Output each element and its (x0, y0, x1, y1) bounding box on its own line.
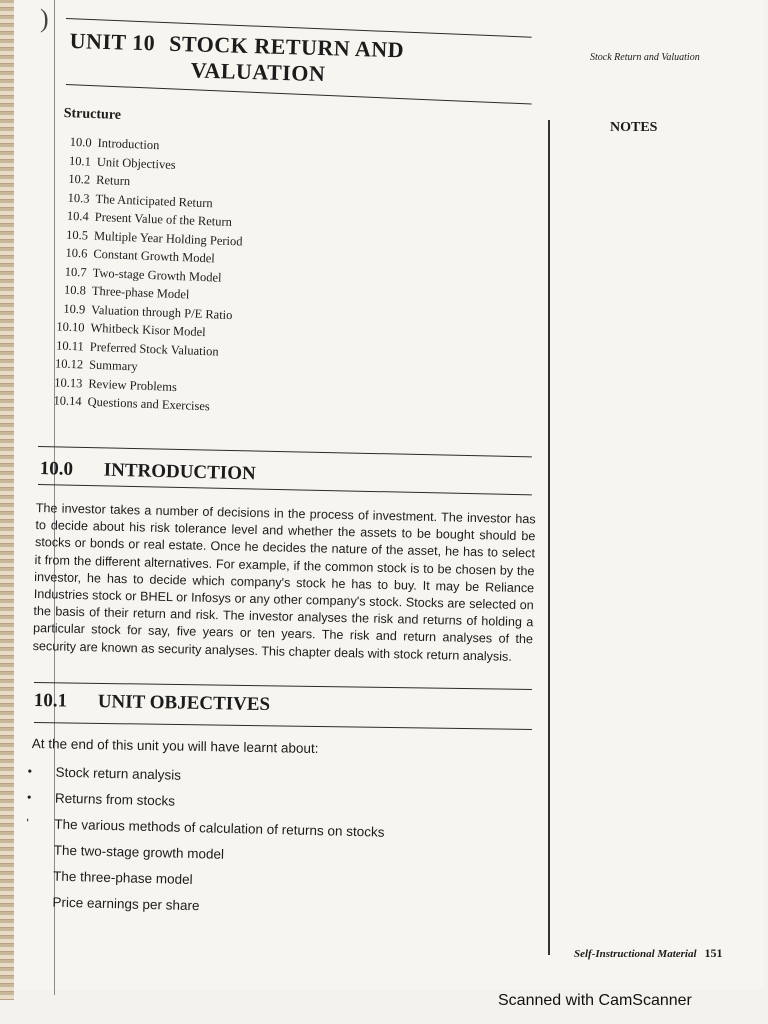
objectives-section-title: UNIT OBJECTIVES (97, 691, 271, 716)
page-footer (574, 946, 723, 961)
objective-text: The various methods of calculation of returns on stocks (54, 816, 385, 840)
structure-item-label: Questions and Exercises (87, 394, 211, 414)
structure-item-number: 10.8 (63, 282, 87, 298)
structure-item-label: Summary (88, 357, 138, 374)
structure-item-label: Two-stage Growth Model (92, 265, 222, 285)
structure-item-number: 10.5 (65, 227, 89, 243)
bullet-icon (26, 849, 54, 850)
objective-text: The three-phase model (52, 868, 193, 887)
footer-label: Self-Instructional Material (574, 948, 697, 960)
structure-item-number: 10.13 (54, 374, 83, 390)
bullet-icon: • (26, 789, 32, 805)
structure-item-number: 10.4 (66, 208, 90, 224)
structure-item-label: Three-phase Model (91, 283, 190, 302)
structure-item-label: Multiple Year Holding Period (93, 228, 243, 248)
structure-item-number: 10.14 (53, 393, 82, 409)
structure-item-label: Whitbeck Kisor Model (90, 320, 206, 340)
objective-text: Price earnings per share (52, 894, 200, 913)
intro-section-title: INTRODUCTION (103, 459, 256, 485)
structure-item-label: The Anticipated Return (95, 191, 213, 210)
structure-list (39, 132, 309, 419)
structure-item-label: Preferred Stock Valuation (89, 339, 219, 359)
objective-text: Returns from stocks (54, 790, 176, 809)
bullet-icon (25, 875, 53, 876)
bullet-icon (25, 901, 53, 902)
objective-text: Stock return analysis (55, 764, 182, 783)
intro-paragraph: The investor takes a number of decisions in the process of investment. The investor has to decide about his risk tolerance level and whether the assets to be bought should be stocks or bonds or real estate. Once he decides the nature of the asset, he has to select it from the different alternatives. For example, if the common stock is to be chosen by the investor, he has to decide which company's stock he has to buy. It may be Reliance Industries stock or BHEL or Infosys or any other company's stock. Stocks are selected on the basis of their return and risk. The investor analyses the risk and returns of holding a particular stock for say, five years or ten years. The risk and return analyses of the security are known as security analyses. This chapter deals with stock return analysis. (32, 500, 536, 664)
bullet-icon: • (27, 763, 33, 779)
structure-item-label: Return (95, 172, 131, 189)
structure-item-label: Constant Growth Model (93, 246, 216, 266)
structure-item-number: 10.3 (67, 190, 90, 206)
objective-text: The two-stage growth model (53, 842, 225, 862)
page-number: 151 (704, 946, 723, 960)
structure-item-number: 10.0 (69, 134, 92, 150)
page-binding-edge (0, 0, 14, 1000)
structure-item-number: 10.11 (55, 337, 85, 353)
notes-label: NOTES (610, 120, 658, 135)
structure-item-label: Unit Objectives (96, 154, 176, 172)
structure-item-number: 10.2 (68, 171, 91, 187)
structure-item-label: Review Problems (88, 376, 178, 394)
structure-heading: Structure (63, 106, 122, 123)
intro-section-number: 10.0 (39, 458, 74, 480)
structure-item-label: Present Value of the Return (94, 209, 233, 230)
structure-item-label: Introduction (97, 135, 160, 153)
unit-title-line1: STOCK RETURN AND (168, 30, 405, 63)
structure-item-number: 10.1 (68, 153, 92, 169)
structure-item-label: Valuation through P/E Ratio (90, 302, 233, 322)
structure-item-number: 10.7 (64, 264, 87, 280)
unit-number: UNIT 10 (69, 28, 156, 56)
structure-item-number: 10.9 (63, 301, 86, 316)
structure-item-number: 10.6 (65, 245, 88, 261)
structure-item-number: 10.10 (56, 319, 85, 335)
bullet-icon: ' (26, 815, 29, 831)
unit-title-line2: VALUATION (190, 57, 326, 87)
objectives-heading (34, 690, 271, 716)
objectives-section-number: 10.1 (33, 690, 68, 712)
objectives-list (24, 758, 448, 924)
objectives-intro: At the end of this unit you will have learnt about: (31, 736, 319, 757)
page-corner-mark: ) (40, 4, 49, 33)
notes-column-rule (548, 120, 550, 955)
structure-item-number: 10.12 (54, 356, 84, 372)
scanner-watermark: Scanned with CamScanner (498, 992, 692, 1009)
running-head: Stock Return and Valuation (590, 52, 700, 63)
